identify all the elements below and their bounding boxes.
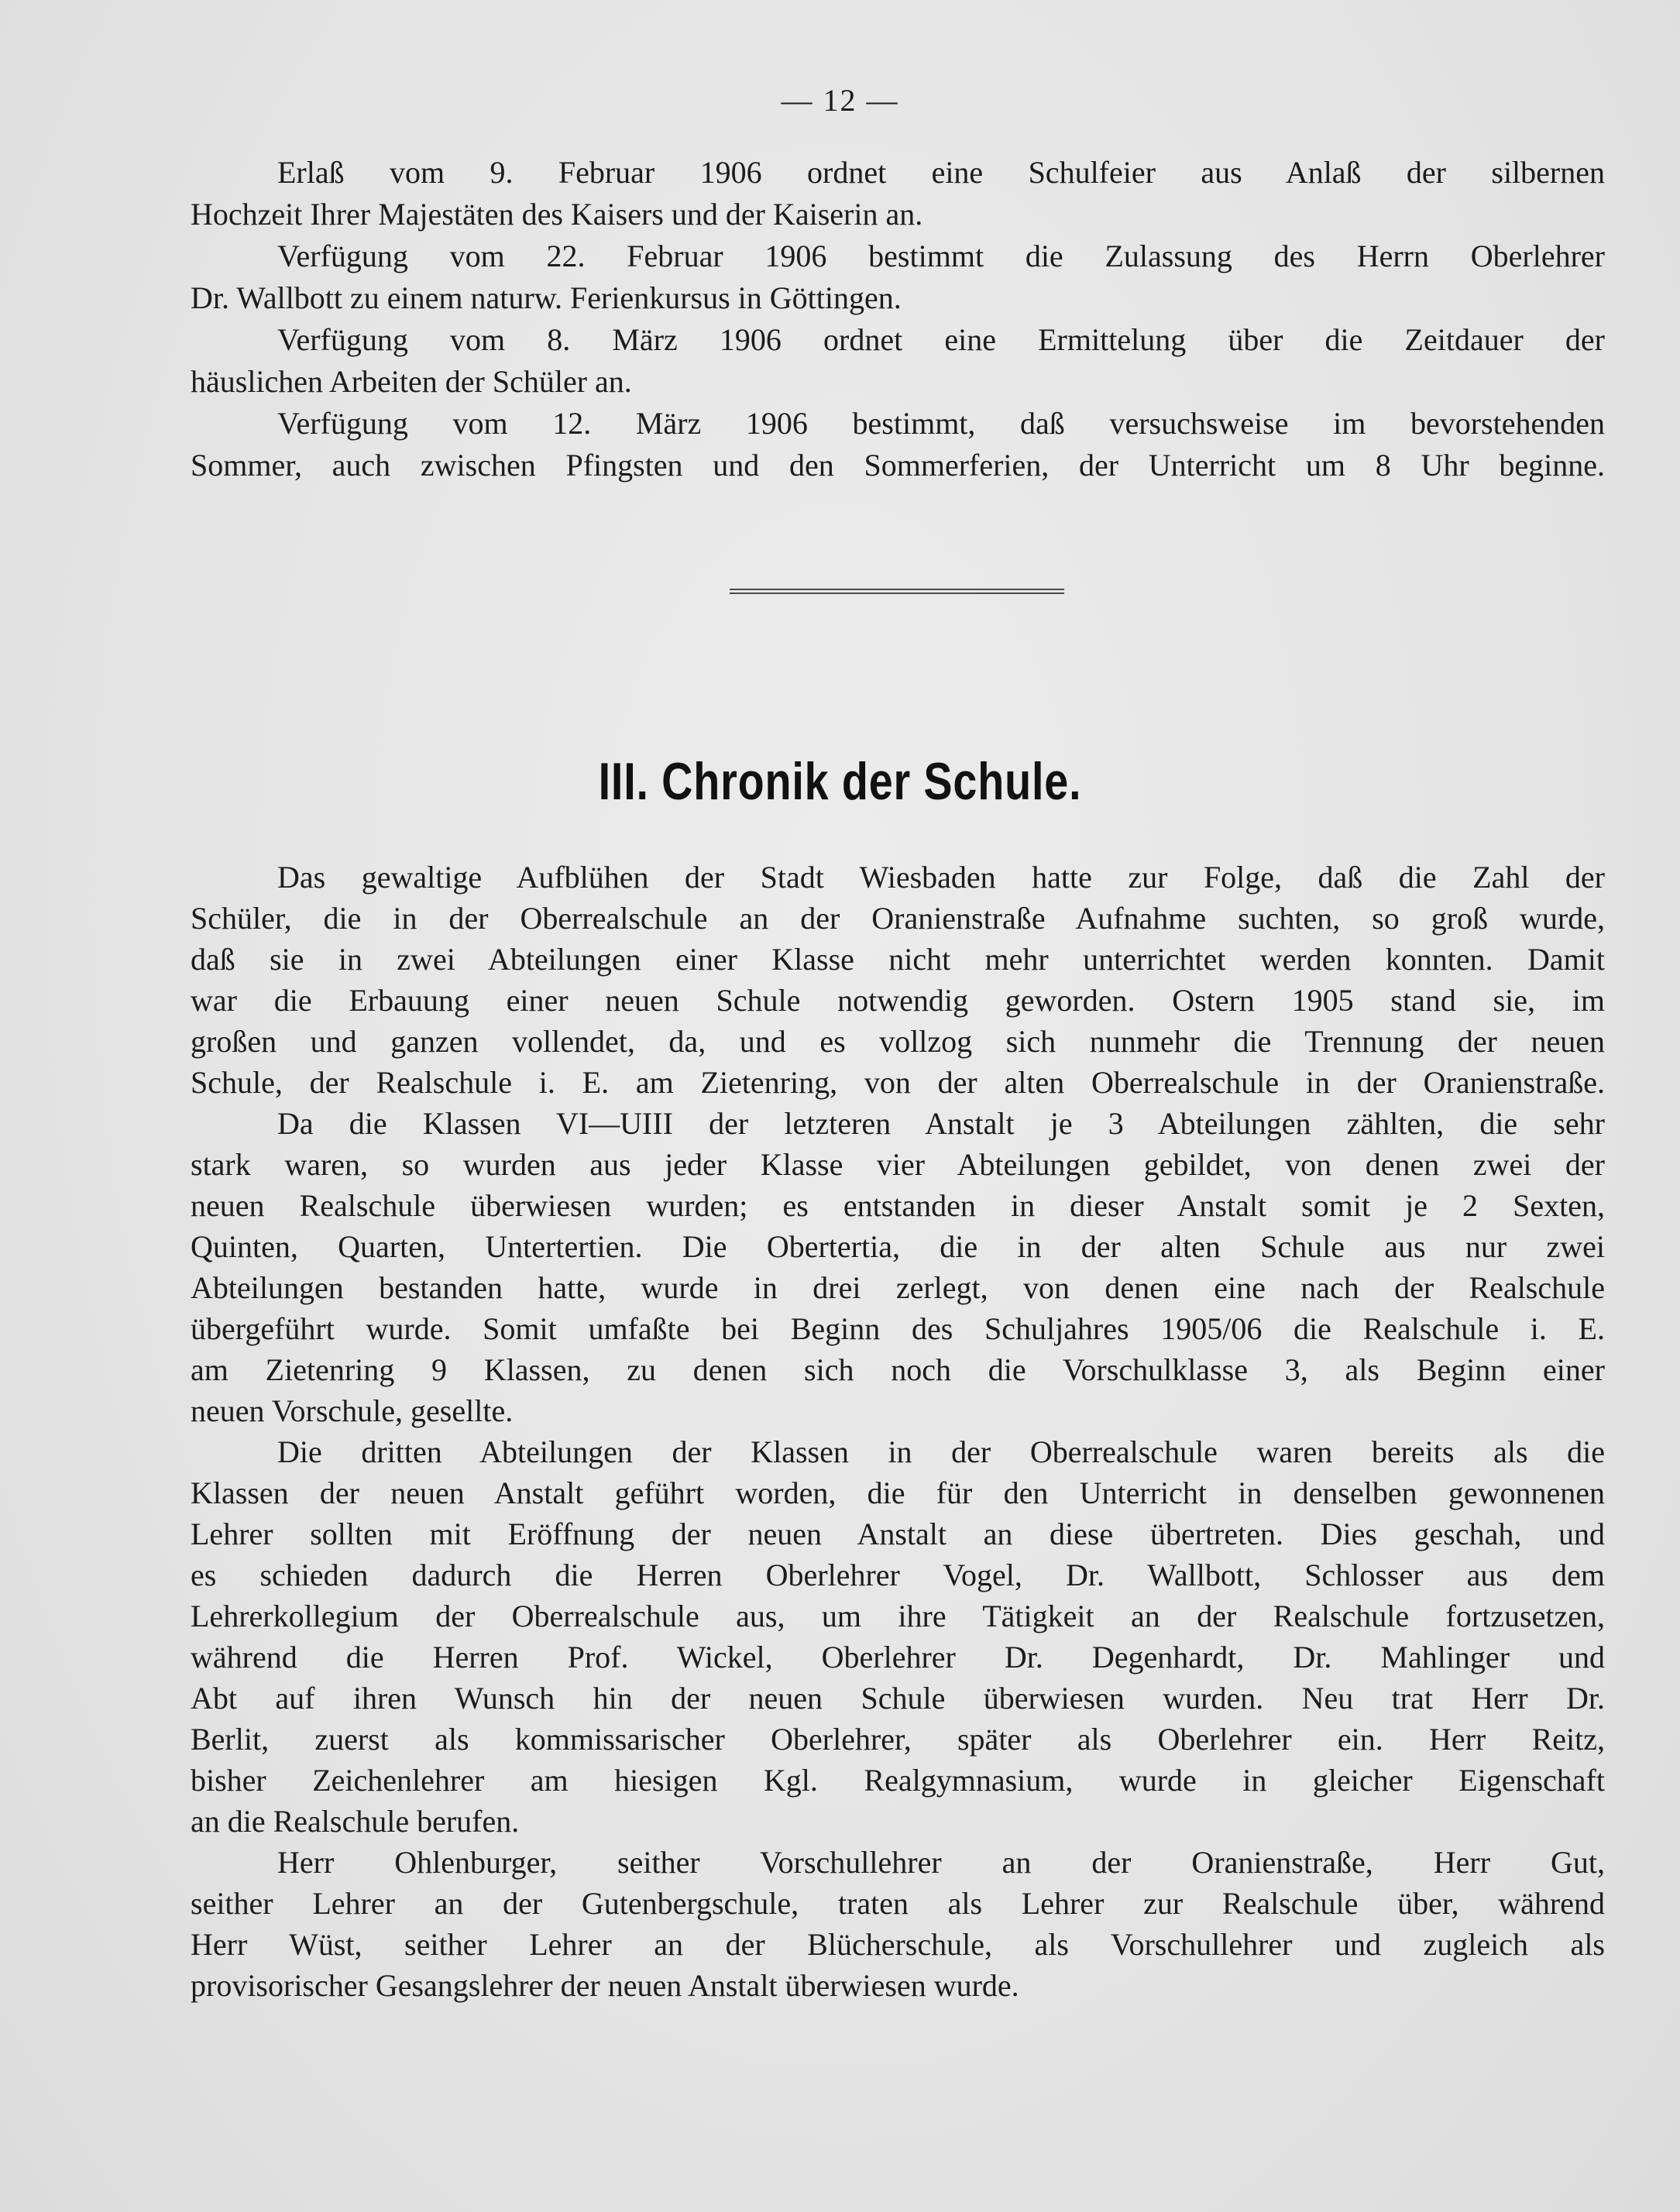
text-line: an die Realschule berufen. [191, 1804, 520, 1839]
text-line: Lehrerkollegium der Oberrealschule aus, um ihre Tätigkeit an der Realschule fortzusetzen, [191, 1599, 1605, 1633]
text-line: häuslichen Arbeiten der Schüler an. [191, 364, 632, 399]
text-line: großen und ganzen vollendet, da, und es vollzog sich nunmehr die Trennung der neuen [191, 1024, 1605, 1059]
text-line: neuen Vorschule, gesellte. [191, 1393, 514, 1428]
text-line: Verfügung vom 22. Februar 1906 bestimmt die Zulassung des Herrn Oberlehrer [277, 239, 1605, 273]
section-heading: III. Chronik der Schule. [598, 752, 1082, 811]
text-line: daß sie in zwei Abteilungen einer Klasse nicht mehr unterrichtet werden konnten. Damit [191, 942, 1605, 977]
text-line: Verfügung vom 12. März 1906 bestimmt, daß versuchsweise im bevorstehenden [277, 406, 1605, 441]
text-line: Das gewaltige Aufblühen der Stadt Wiesbaden hatte zur Folge, daß die Zahl der [277, 860, 1605, 895]
text-line: am Zietenring 9 Klassen, zu denen sich noch die Vorschulklasse 3, als Beginn einer [191, 1352, 1605, 1387]
text-line: neuen Realschule überwiesen wurden; es entstanden in dieser Anstalt somit je 2 Sexten, [191, 1188, 1605, 1223]
text-line: Da die Klassen VI—UIII der letzteren Anstalt je 3 Abteilungen zählten, die sehr [277, 1106, 1605, 1141]
text-line: Klassen der neuen Anstalt geführt worden, die für den Unterricht in denselben gewonnenen [191, 1475, 1605, 1510]
text-line: Lehrer sollten mit Eröffnung der neuen Anstalt an diese übertreten. Dies geschah, und [191, 1516, 1605, 1551]
text-line: Schüler, die in der Oberrealschule an der Oranienstraße Aufnahme suchten, so groß wurde, [191, 901, 1605, 936]
text-line: seither Lehrer an der Gutenbergschule, traten als Lehrer zur Realschule über, während [191, 1886, 1605, 1921]
page-number: — 12 — [781, 83, 899, 118]
text-line: Verfügung vom 8. März 1906 ordnet eine Ermittelung über die Zeitdauer der [277, 322, 1605, 357]
text-line: Abt auf ihren Wunsch hin der neuen Schule überwiesen wurden. Neu trat Herr Dr. [191, 1681, 1605, 1716]
text-line: Hochzeit Ihrer Majestäten des Kaisers und der Kaiserin an. [191, 197, 923, 232]
text-line: Abteilungen bestanden hatte, wurde in drei zerlegt, von denen eine nach der Realschule [191, 1270, 1605, 1305]
text-line: es schieden dadurch die Herren Oberlehrer Vogel, Dr. Wallbott, Schlosser aus dem [191, 1558, 1605, 1592]
text-line: Die dritten Abteilungen der Klassen in der Oberrealschule waren bereits als die [277, 1434, 1605, 1469]
text-line: war die Erbauung einer neuen Schule notwendig geworden. Ostern 1905 stand sie, im [191, 983, 1605, 1018]
text-line: Erlaß vom 9. Februar 1906 ordnet eine Schulfeier aus Anlaß der silbernen [277, 155, 1605, 190]
text-line: Sommer, auch zwischen Pfingsten und den Sommerferien, der Unterricht um 8 Uhr beginne. [191, 448, 1605, 483]
text-line: provisorischer Gesangslehrer der neuen Anstalt überwiesen wurde. [191, 1968, 1019, 2003]
double-rule-divider [730, 589, 1064, 598]
chronicle-section [191, 857, 1605, 2006]
text-line: Herr Ohlenburger, seither Vorschullehrer an der Oranienstraße, Herr Gut, [277, 1845, 1605, 1880]
text-line: Herr Wüst, seither Lehrer an der Blücherschule, als Vorschullehrer und zugleich als [191, 1927, 1605, 1962]
decrees-section [191, 152, 1605, 486]
text-line: Berlit, zuerst als kommissarischer Oberlehrer, später als Oberlehrer ein. Herr Reitz, [191, 1722, 1605, 1757]
text-line: Dr. Wallbott zu einem naturw. Ferienkursus in Göttingen. [191, 280, 902, 315]
text-line: während die Herren Prof. Wickel, Oberlehrer Dr. Degenhardt, Dr. Mahlinger und [191, 1640, 1605, 1674]
text-line: übergeführt wurde. Somit umfaßte bei Beginn des Schuljahres 1905/06 die Realschule i. E. [191, 1311, 1605, 1346]
text-line: Quinten, Quarten, Untertertien. Die Obertertia, die in der alten Schule aus nur zwei [191, 1229, 1605, 1264]
text-line: Schule, der Realschule i. E. am Zietenring, von der alten Oberrealschule in der Oranienstraße. [191, 1065, 1605, 1100]
text-line: stark waren, so wurden aus jeder Klasse vier Abteilungen gebildet, von denen zwei der [191, 1147, 1605, 1182]
text-line: bisher Zeichenlehrer am hiesigen Kgl. Realgymnasium, wurde in gleicher Eigenschaft [191, 1763, 1605, 1798]
